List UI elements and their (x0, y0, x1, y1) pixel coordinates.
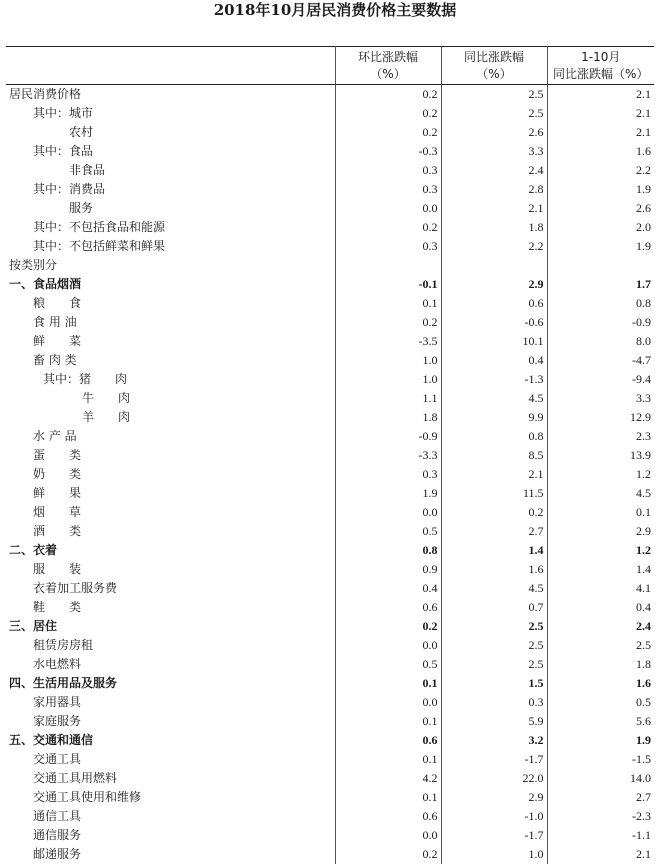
row-mom-value: -0.9 (335, 427, 441, 446)
row-mom-value: -3.5 (335, 332, 441, 351)
table-row (6, 408, 654, 427)
row-label: 一、食品烟酒 (6, 275, 335, 294)
row-yoy-value: -1.3 (441, 370, 547, 389)
row-label: 家庭服务 (6, 712, 335, 731)
row-ytd-value: -1.1 (632, 828, 651, 842)
row-mom-value: 0.1 (335, 712, 441, 731)
row-yoy-value: 1.4 (441, 541, 547, 560)
row-label: 交通工具用燃料 (6, 769, 335, 788)
row-ytd-value: 1.9 (636, 239, 651, 253)
row-label: 二、衣着 (6, 541, 335, 560)
row-mom-value: 0.3 (335, 465, 441, 484)
row-mom-value: 0.6 (335, 807, 441, 826)
row-label: 服务 (6, 199, 335, 218)
row-label: 鲜 果 (6, 484, 335, 503)
table-row (6, 522, 654, 541)
row-yoy-value: 2.5 (441, 655, 547, 674)
row-mom-value: 0.6 (335, 598, 441, 617)
table-row (6, 598, 654, 617)
table-row (6, 389, 654, 408)
row-yoy-value: 2.2 (441, 237, 547, 256)
row-ytd-value: 1.2 (636, 543, 651, 557)
row-yoy-value: 2.6 (441, 123, 547, 142)
header-item (6, 47, 335, 85)
row-yoy-value: 3.3 (441, 142, 547, 161)
row-mom-value: 1.0 (335, 370, 441, 389)
table-row (6, 370, 654, 389)
row-ytd-value: 13.9 (630, 448, 651, 462)
table-row (6, 750, 654, 769)
row-label: 鲜 菜 (6, 332, 335, 351)
row-ytd-value: 0.4 (636, 600, 651, 614)
row-yoy-value (441, 256, 547, 275)
row-mom-value: 0.2 (335, 617, 441, 636)
row-ytd-value: 8.0 (636, 334, 651, 348)
row-yoy-value: 2.7 (441, 522, 547, 541)
row-label: 酒 类 (6, 522, 335, 541)
row-ytd-value: 2.0 (636, 220, 651, 234)
table-row (6, 161, 654, 180)
table-row (6, 674, 654, 693)
row-mom-value: 0.2 (335, 845, 441, 864)
row-ytd-value: 2.2 (636, 163, 651, 177)
table-row (6, 541, 654, 560)
row-label: 畜 肉 类 (6, 351, 335, 370)
table-row (6, 731, 654, 750)
row-label: 四、生活用品及服务 (6, 674, 335, 693)
row-mom-value: 0.4 (335, 579, 441, 598)
row-mom-value: 0.0 (335, 199, 441, 218)
row-ytd-value: 4.5 (636, 486, 651, 500)
row-mom-value: 0.0 (335, 693, 441, 712)
row-yoy-value: 2.5 (441, 85, 547, 105)
row-yoy-value: 11.5 (441, 484, 547, 503)
row-yoy-value: 0.6 (441, 294, 547, 313)
row-mom-value: 0.6 (335, 731, 441, 750)
table-row (6, 560, 654, 579)
row-label: 通信服务 (6, 826, 335, 845)
table-row (6, 85, 654, 105)
row-yoy-value: 2.5 (441, 617, 547, 636)
row-label: 羊 肉 (6, 408, 335, 427)
row-label: 邮递服务 (6, 845, 335, 864)
row-mom-value: 1.9 (335, 484, 441, 503)
row-ytd-value: 2.6 (636, 201, 651, 215)
table-row (6, 579, 654, 598)
row-mom-value (335, 256, 441, 275)
row-mom-value: 1.1 (335, 389, 441, 408)
row-ytd-value: 2.9 (636, 524, 651, 538)
table-row (6, 484, 654, 503)
row-ytd-value: 2.1 (636, 125, 651, 139)
row-label: 通信工具 (6, 807, 335, 826)
row-yoy-value: 2.1 (441, 465, 547, 484)
row-label: 其中：不包括鲜菜和鲜果 (6, 237, 335, 256)
table-row (6, 237, 654, 256)
row-label: 牛 肉 (6, 389, 335, 408)
table-row (6, 636, 654, 655)
table-row (6, 332, 654, 351)
row-ytd-value: 2.1 (636, 106, 651, 120)
row-mom-value: 0.1 (335, 674, 441, 693)
table-row (6, 142, 654, 161)
row-yoy-value: 2.5 (441, 636, 547, 655)
row-ytd-value: -4.7 (632, 353, 651, 367)
row-yoy-value: 0.3 (441, 693, 547, 712)
row-mom-value: 0.9 (335, 560, 441, 579)
table-row (6, 294, 654, 313)
row-yoy-value: 9.9 (441, 408, 547, 427)
row-ytd-value: 2.5 (636, 638, 651, 652)
row-mom-value: 1.0 (335, 351, 441, 370)
table-row (6, 655, 654, 674)
table-row (6, 446, 654, 465)
table-row (6, 199, 654, 218)
row-mom-value: 0.5 (335, 655, 441, 674)
row-mom-value: 0.3 (335, 161, 441, 180)
row-yoy-value: 5.9 (441, 712, 547, 731)
row-ytd-value: 14.0 (630, 771, 651, 785)
header-yoy-line1: 同比涨跌幅 (463, 49, 524, 64)
table-row (6, 180, 654, 199)
row-yoy-value: -1.7 (441, 750, 547, 769)
row-label: 烟 草 (6, 503, 335, 522)
row-label: 衣着加工服务费 (6, 579, 335, 598)
row-yoy-value: 2.9 (441, 788, 547, 807)
row-label: 其中：消费品 (6, 180, 335, 199)
table-row (6, 275, 654, 294)
header-ytd (547, 47, 654, 85)
table-row (6, 826, 654, 845)
row-ytd-value: 12.9 (630, 410, 651, 424)
row-mom-value: -0.1 (335, 275, 441, 294)
row-yoy-value: 2.4 (441, 161, 547, 180)
row-yoy-value: 1.0 (441, 845, 547, 864)
row-label: 五、交通和通信 (6, 731, 335, 750)
row-label: 其中：不包括食品和能源 (6, 218, 335, 237)
row-yoy-value: 2.8 (441, 180, 547, 199)
row-yoy-value: 8.5 (441, 446, 547, 465)
row-label: 按类别分 (6, 256, 335, 275)
row-ytd-value: 4.1 (636, 581, 651, 595)
row-label: 家用器具 (6, 693, 335, 712)
row-label: 其中：食品 (6, 142, 335, 161)
row-label: 租赁房房租 (6, 636, 335, 655)
row-ytd-value: 1.4 (636, 562, 651, 576)
row-ytd-value: -9.4 (632, 372, 651, 386)
row-label: 三、居住 (6, 617, 335, 636)
row-yoy-value: 2.5 (441, 104, 547, 123)
row-yoy-value: -1.7 (441, 826, 547, 845)
table-row (6, 427, 654, 446)
row-ytd-value: 0.5 (636, 695, 651, 709)
header-ytd-line1: 1-10月 (581, 49, 621, 64)
row-label: 粮 食 (6, 294, 335, 313)
row-ytd-value: 0.1 (636, 505, 651, 519)
table-row (6, 465, 654, 484)
row-mom-value: 0.0 (335, 636, 441, 655)
header-yoy (441, 47, 547, 85)
row-yoy-value: 1.8 (441, 218, 547, 237)
row-mom-value: 0.0 (335, 503, 441, 522)
row-label: 其中：猪 肉 (6, 370, 335, 389)
row-label: 食 用 油 (6, 313, 335, 332)
table-row (6, 503, 654, 522)
table-header (6, 47, 654, 85)
row-yoy-value: 0.8 (441, 427, 547, 446)
row-yoy-value: 2.1 (441, 199, 547, 218)
row-ytd-value: 1.8 (636, 657, 651, 671)
header-mom (335, 47, 441, 85)
row-mom-value: 4.2 (335, 769, 441, 788)
table-row (6, 788, 654, 807)
row-ytd-value: -0.9 (632, 315, 651, 329)
row-mom-value: 0.3 (335, 237, 441, 256)
table-row (6, 218, 654, 237)
row-yoy-value: -0.6 (441, 313, 547, 332)
table-body (6, 85, 654, 864)
table-row (6, 769, 654, 788)
row-yoy-value: 0.4 (441, 351, 547, 370)
row-ytd-value: 1.9 (636, 182, 651, 196)
row-ytd-value: -2.3 (632, 809, 651, 823)
row-ytd-value: 1.6 (636, 144, 651, 158)
row-mom-value: 0.2 (335, 123, 441, 142)
row-yoy-value: 4.5 (441, 389, 547, 408)
row-label: 其中：城市 (6, 104, 335, 123)
row-mom-value: 0.2 (335, 104, 441, 123)
row-ytd-value: 2.1 (636, 87, 651, 101)
row-ytd-value: 1.7 (636, 277, 651, 291)
row-mom-value: 0.1 (335, 294, 441, 313)
row-ytd-value: 2.1 (636, 847, 651, 861)
row-yoy-value: 0.7 (441, 598, 547, 617)
row-ytd-value: 0.8 (636, 296, 651, 310)
row-yoy-value: 1.5 (441, 674, 547, 693)
row-label: 蛋 类 (6, 446, 335, 465)
page-title: 2018年10月居民消费价格主要数据 (213, 1, 457, 19)
row-label: 水电燃料 (6, 655, 335, 674)
row-mom-value: 0.2 (335, 85, 441, 105)
row-ytd-value: 2.7 (636, 790, 651, 804)
table-row (6, 104, 654, 123)
row-mom-value: 0.1 (335, 788, 441, 807)
row-ytd-value: 1.6 (636, 676, 651, 690)
row-mom-value: 0.2 (335, 218, 441, 237)
row-label: 鞋 类 (6, 598, 335, 617)
header-mom-line2: （%） (370, 66, 406, 81)
row-yoy-value: 0.2 (441, 503, 547, 522)
row-mom-value: -3.3 (335, 446, 441, 465)
table-row (6, 693, 654, 712)
row-ytd-value: 2.3 (636, 429, 651, 443)
table-row (6, 712, 654, 731)
row-yoy-value: 2.9 (441, 275, 547, 294)
table-row (6, 123, 654, 142)
row-label: 非食品 (6, 161, 335, 180)
table-row (6, 807, 654, 826)
row-mom-value: 0.1 (335, 750, 441, 769)
row-ytd-value (547, 256, 654, 275)
row-yoy-value: 10.1 (441, 332, 547, 351)
table-row (6, 256, 654, 275)
row-ytd-value: 5.6 (636, 714, 651, 728)
cpi-data-table (6, 46, 654, 864)
header-yoy-line2: （%） (476, 66, 512, 81)
row-mom-value: 0.2 (335, 313, 441, 332)
row-label: 奶 类 (6, 465, 335, 484)
row-ytd-value: 1.9 (636, 733, 651, 747)
table-row (6, 617, 654, 636)
row-mom-value: 0.5 (335, 522, 441, 541)
row-label: 交通工具 (6, 750, 335, 769)
row-mom-value: 0.3 (335, 180, 441, 199)
row-yoy-value: -1.0 (441, 807, 547, 826)
row-ytd-value: 2.4 (636, 619, 651, 633)
row-ytd-value: -1.5 (632, 752, 651, 766)
table-row (6, 351, 654, 370)
row-label: 农村 (6, 123, 335, 142)
row-yoy-value: 22.0 (441, 769, 547, 788)
row-label: 水 产 品 (6, 427, 335, 446)
header-mom-line1: 环比涨跌幅 (357, 49, 418, 64)
table-row (6, 313, 654, 332)
row-mom-value: 0.8 (335, 541, 441, 560)
row-ytd-value: 3.3 (636, 391, 651, 405)
row-mom-value: 1.8 (335, 408, 441, 427)
row-mom-value: 0.0 (335, 826, 441, 845)
row-yoy-value: 1.6 (441, 560, 547, 579)
row-ytd-value: 1.2 (636, 467, 651, 481)
row-mom-value: -0.3 (335, 142, 441, 161)
row-label: 服 装 (6, 560, 335, 579)
header-ytd-line2: 同比涨跌幅（%） (553, 66, 649, 81)
row-yoy-value: 4.5 (441, 579, 547, 598)
row-yoy-value: 3.2 (441, 731, 547, 750)
row-label: 交通工具使用和维修 (6, 788, 335, 807)
row-label: 居民消费价格 (6, 85, 335, 105)
table-row (6, 845, 654, 864)
